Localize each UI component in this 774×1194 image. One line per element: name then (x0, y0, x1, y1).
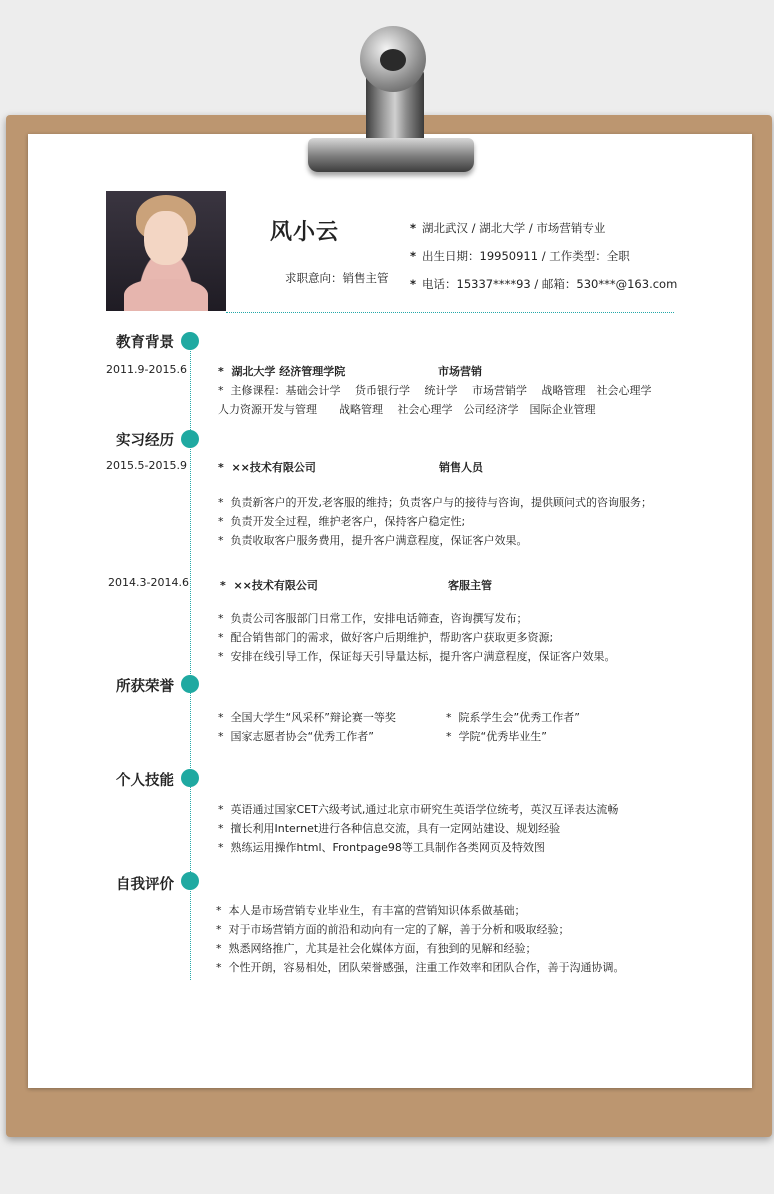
job-item: * 负责新客户的开发,老客服的维持；负责客户与的接待与咨询，提供顾问式的咨询服务； (218, 496, 652, 509)
section-dot (181, 675, 199, 693)
skill-item: * 英语通过国家CET六级考试,通过北京市研究生英语学位统考，英汉互译表达流畅 (218, 803, 619, 816)
section-title-honors: 所获荣誉 (116, 679, 174, 695)
education-major: 市场营销 (438, 365, 482, 378)
job-company: * ××技术有限公司 (220, 579, 318, 592)
job-date: 2015.5-2015.9 (106, 459, 187, 472)
self-item: * 个性开朗，容易相处，团队荣誉感强，注重工作效率和团队合作，善于沟通协调。 (216, 961, 625, 974)
section-title-education: 教育背景 (116, 335, 174, 351)
self-item: * 本人是市场营销专业毕业生，有丰富的营销知识体系做基础； (216, 904, 526, 917)
clip-base (308, 138, 474, 172)
job-item: * 安排在线引导工作，保证每天引导量达标，提升客户满意程度，保证客户效果。 (218, 650, 616, 663)
job-company: * ××技术有限公司 (218, 461, 316, 474)
self-item: * 对于市场营销方面的前沿和动向有一定的了解，善于分析和吸取经验； (216, 923, 570, 936)
section-title-internship: 实习经历 (116, 433, 174, 449)
honor-item: * 学院“优秀毕业生” (446, 730, 547, 743)
info-line: * 出生日期：19950911 / 工作类型：全职 (410, 249, 630, 263)
resume-name: 风小云 (270, 220, 340, 245)
skill-item: * 熟练运用操作html、Frontpage98等工具制作各类网页及特效图 (218, 841, 545, 854)
job-item: * 负责收取客户服务费用，提升客户满意程度，保证客户效果。 (218, 534, 528, 547)
info-line: * 湖北武汉 / 湖北大学 / 市场营销专业 (410, 221, 606, 235)
education-school: * 湖北大学 经济管理学院 (218, 365, 346, 378)
clip-hole (380, 49, 406, 71)
job-role: 销售人员 (439, 461, 483, 474)
job-item: * 负责公司客服部门日常工作，安排电话筛查，咨询撰写发布； (218, 612, 528, 625)
honor-item: * 全国大学生“风采杯”辩论赛一等奖 (218, 711, 396, 724)
education-courses: 人力资源开发与管理 战略管理 社会心理学 公司经济学 国际企业管理 (218, 403, 596, 416)
job-item: * 配合销售部门的需求，做好客户后期维护，帮助客户获取更多资源; (218, 631, 554, 644)
job-intent: 求职意向：销售主管 (285, 271, 389, 285)
section-title-skills: 个人技能 (116, 773, 174, 789)
self-item: * 熟悉网络推广，尤其是社会化媒体方面，有独到的见解和经验； (216, 942, 537, 955)
honor-item: * 院系学生会”优秀工作者” (446, 711, 580, 724)
skill-item: * 擅长利用Internet进行各种信息交流，具有一定网站建设、规划经验 (218, 822, 561, 835)
info-line: * 电话：15337****93 / 邮箱：530***@163.com (410, 277, 678, 291)
job-item: * 负责开发全过程，维护老客户，保持客户稳定性; (218, 515, 466, 528)
section-dot (181, 769, 199, 787)
honor-item: * 国家志愿者协会“优秀工作者” (218, 730, 374, 743)
job-date: 2014.3-2014.6 (108, 576, 189, 589)
section-title-self: 自我评价 (116, 877, 174, 893)
education-courses: * 主修课程：基础会计学 货币银行学 统计学 市场营销学 战略管理 社会心理学 (218, 384, 652, 397)
section-dot (181, 872, 199, 890)
section-dot (181, 430, 199, 448)
section-dot (181, 332, 199, 350)
job-role: 客服主管 (448, 579, 492, 592)
avatar (106, 191, 226, 311)
header-divider (226, 312, 674, 313)
education-date: 2011.9-2015.6 (106, 363, 187, 376)
